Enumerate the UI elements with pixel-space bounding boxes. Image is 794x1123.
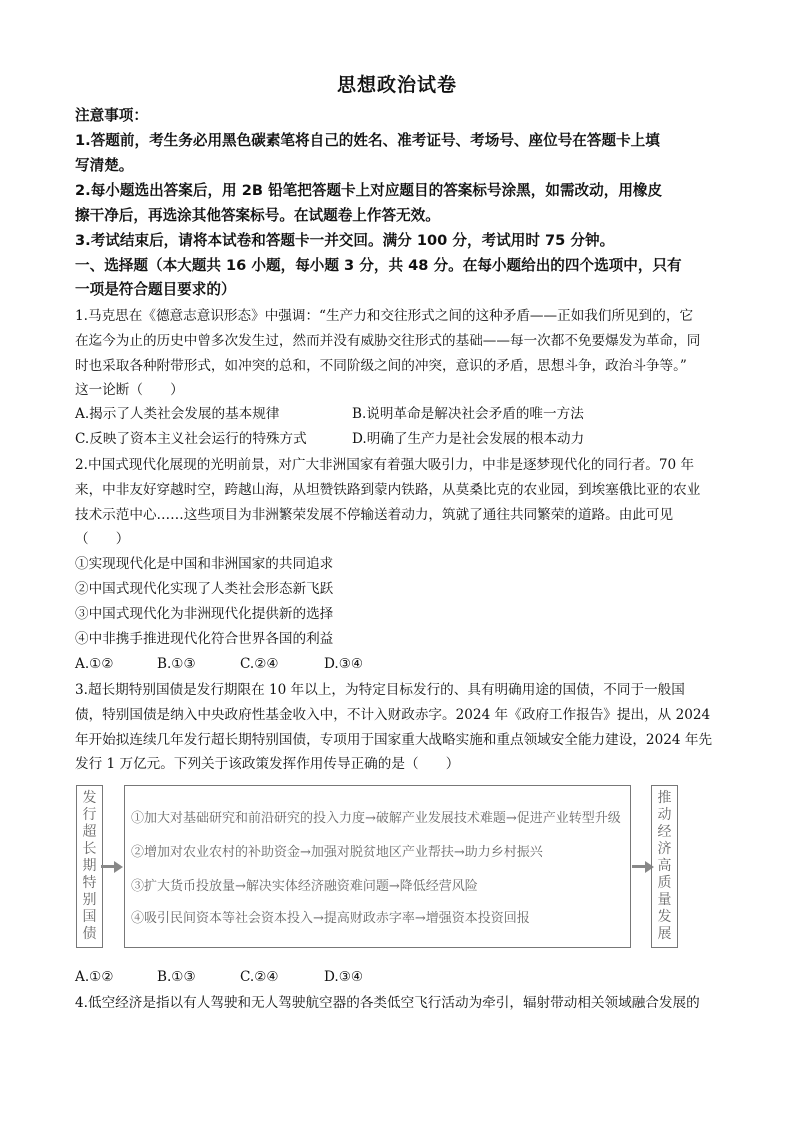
q2-line: 2.中国式现代化展现的光明前景，对广大非洲国家有着强大吸引力，中非是逐梦现代化的同行者。70 年	[75, 457, 695, 473]
diagram-left-char: 行	[82, 807, 97, 823]
q3-line: 3.超长期特别国债是发行期限在 10 年以上，为特定目标发行的、具有明确用途的国债，不同于一般国	[75, 682, 685, 698]
q1-option-b[interactable]: B.说明革命是解决社会矛盾的唯一方法	[352, 406, 584, 422]
diagram-item: ④吸引民间资本等社会资本投入→提高财政赤字率→增强资本投资回报	[131, 911, 530, 926]
diagram-right-char: 质	[657, 875, 672, 891]
diagram-left-char: 发	[82, 790, 97, 806]
q2-line: 来，中非友好穿越时空，跨越山海，从坦赞铁路到蒙内铁路，从莫桑比克的农业园，到埃塞俄比亚的农业	[75, 482, 701, 498]
diagram-right-char: 发	[657, 909, 672, 925]
notice-item-3: 3.考试结束后，请将本试卷和答题卡一并交回。满分 100 分，考试用时 75 分钟。	[75, 232, 615, 249]
q2-statement: ②中国式现代化实现了人类社会形态新飞跃	[75, 581, 334, 597]
section-heading-line-2: 一项是符合题目要求的）	[75, 281, 236, 298]
notice-item-1-line-1: 1.答题前，考生务必用黑色碳素笔将自己的姓名、准考证号、考场号、座位号在答题卡上填	[75, 132, 660, 149]
q2-option-d[interactable]: D.③④	[324, 656, 364, 672]
section-heading-line-1: 一、选择题（本大题共 16 小题，每小题 3 分，共 48 分。在每小题给出的四个选项中，只有	[75, 257, 682, 274]
diagram-right-char: 济	[657, 841, 672, 857]
diagram-right-box	[651, 785, 678, 948]
q2-option-c[interactable]: C.②④	[240, 656, 279, 672]
q2-line: 技术示范中心……这些项目为非洲繁荣发展不停输送着动力，筑就了通往共同繁荣的道路。由此可见	[75, 507, 674, 523]
q2-statement: ①实现现代化是中国和非洲国家的共同追求	[75, 556, 334, 572]
notice-item-2-line-1: 2.每小题选出答案后，用 2B 铅笔把答题卡上对应题目的答案标号涂黑，如需改动，用橡皮	[75, 182, 663, 199]
q2-statement: ③中国式现代化为非洲现代化提供新的选择	[75, 606, 334, 622]
q2-line: （ ）	[75, 531, 130, 547]
q3-option-b[interactable]: B.①③	[157, 969, 196, 985]
diagram-right-char: 动	[657, 807, 672, 823]
q3-line: 发行 1 万亿元。下列关于该政策发挥作用传导正确的是（ ）	[75, 756, 460, 772]
q2-option-a[interactable]: A.①②	[75, 656, 114, 672]
diagram-right-char: 量	[657, 892, 672, 908]
diagram-right-char: 高	[657, 858, 672, 874]
notice-item-1-line-2: 写清楚。	[75, 157, 134, 174]
notice-heading: 注意事项：	[75, 107, 148, 124]
q1-line: 时也采取各种附带形式，如冲突的总和，不同阶级之间的冲突，意识的矛盾，思想斗争，政治斗争等。”	[75, 358, 687, 374]
notice-item-2-line-2: 擦干净后，再选涂其他答案标号。在试题卷上作答无效。	[75, 207, 440, 224]
arrow-right-icon	[101, 861, 123, 873]
diagram-left-char: 特	[82, 875, 97, 891]
diagram-left-char: 别	[82, 892, 97, 908]
q1-option-d[interactable]: D.明确了生产力是社会发展的根本动力	[352, 431, 585, 447]
diagram-item: ①加大对基础研究和前沿研究的投入力度→破解产业发展技术难题→促进产业转型升级	[131, 811, 621, 826]
q2-statement: ④中非携手推进现代化符合世界各国的利益	[75, 631, 334, 647]
q3-line: 年开始拟连续几年发行超长期特别国债，专项用于国家重大战略实施和重点领域安全能力建设，2024 年先	[75, 732, 713, 748]
diagram-right-char: 展	[657, 926, 672, 942]
q2-option-b[interactable]: B.①③	[157, 656, 196, 672]
diagram-left-char: 债	[82, 926, 97, 942]
diagram-left-char: 期	[82, 858, 97, 874]
diagram-item: ②增加对农业农村的补助资金→加强对脱贫地区产业帮扶→助力乡村振兴	[131, 845, 543, 860]
q1-line: 这一论断（ ）	[75, 382, 184, 398]
q1-line: 1.马克思在《德意志意识形态》中强调：“生产力和交往形式之间的这种矛盾——正如我们所见到的，它	[75, 308, 694, 324]
diagram-right-char: 推	[657, 790, 672, 806]
q1-line: 在迄今为止的历史中曾多次发生过，然而并没有威胁交往形式的基础——每一次都不免要爆发为革命，同	[75, 333, 701, 349]
diagram-left-char: 超	[82, 824, 97, 840]
diagram-center-box	[124, 785, 631, 948]
q3-option-d[interactable]: D.③④	[324, 969, 364, 985]
q1-option-a[interactable]: A.揭示了人类社会发展的基本规律	[75, 406, 280, 422]
diagram-item: ③扩大货币投放量→解决实体经济融资难问题→降低经营风险	[131, 879, 478, 894]
diagram-left-char: 长	[82, 841, 97, 857]
q3-line: 债，特别国债是纳入中央政府性基金收入中，不计入财政赤字。2024 年《政府工作报告》提出，从 2024	[75, 707, 711, 723]
q3-option-c[interactable]: C.②④	[240, 969, 279, 985]
q1-option-c[interactable]: C.反映了资本主义社会运行的特殊方式	[75, 431, 307, 447]
page-title: 思想政治试卷	[336, 74, 457, 96]
diagram-right-char: 经	[657, 824, 672, 840]
diagram-left-char: 国	[82, 909, 97, 925]
diagram-left-box	[76, 785, 103, 948]
q4-line: 4.低空经济是指以有人驾驶和无人驾驶航空器的各类低空飞行活动为牵引，辐射带动相关领域融合发展的	[75, 995, 700, 1011]
policy-transmission-diagram	[76, 785, 696, 950]
q3-option-a[interactable]: A.①②	[75, 969, 114, 985]
